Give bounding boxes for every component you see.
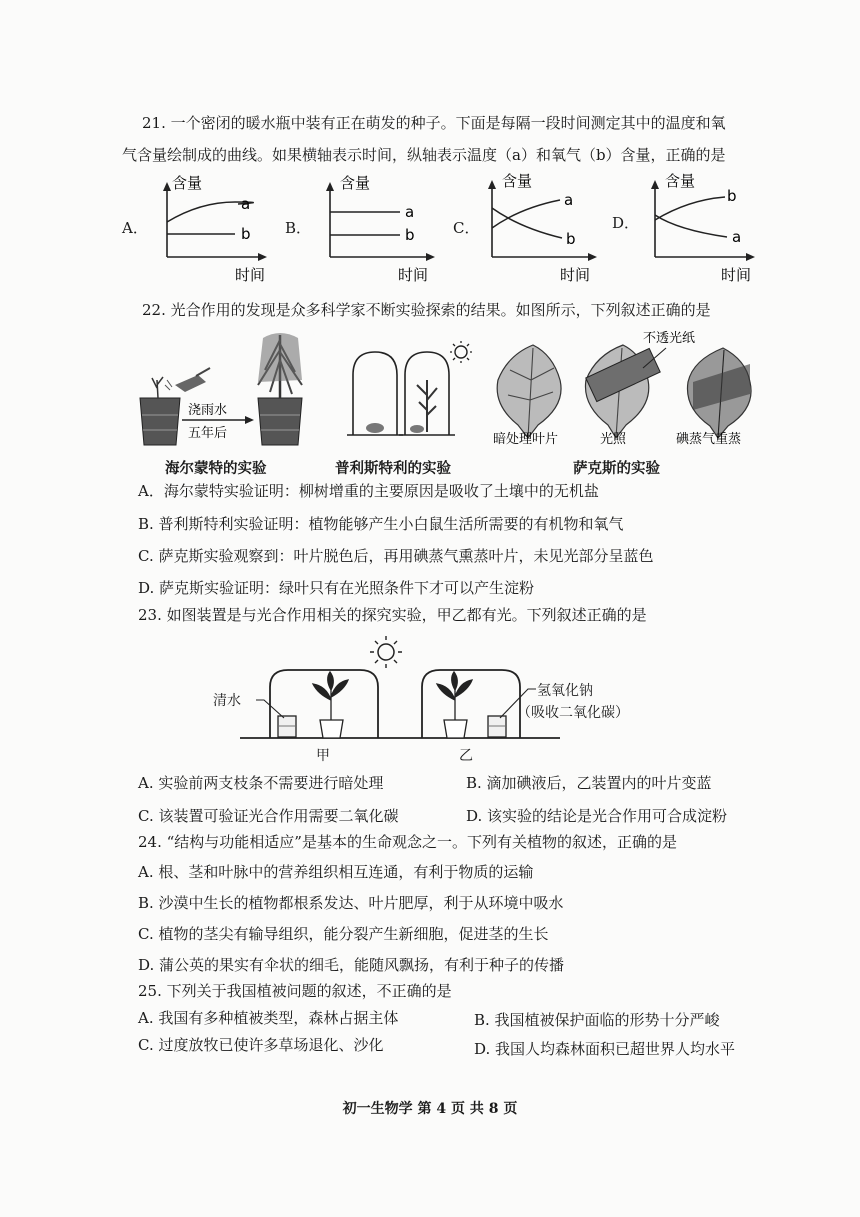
graph-c-xlabel: 时间 [560, 266, 591, 284]
q21-graph-a [150, 172, 275, 284]
q22-stem: 22. 光合作用的发现是众多科学家不断实验探索的结果。如图所示，下列叙述正确的是 [142, 301, 711, 319]
page-footer: 初一生物学 第 4 页 共 8 页 [342, 1101, 518, 1117]
priestley-experiment-figure [345, 340, 475, 440]
graph-a-series-a: a [241, 195, 251, 213]
q25-option-c: C. 过度放牧已使许多草场退化、沙化 [138, 1036, 384, 1054]
water-beaker-label: 清水 [213, 693, 241, 709]
graph-a-xlabel: 时间 [235, 266, 266, 284]
device-yi-label: 乙 [459, 748, 473, 764]
years-label: 五年后 [188, 426, 228, 441]
q23-stem: 23. 如图装置是与光合作用相关的探究实验，甲乙都有光。下列叙述正确的是 [138, 606, 647, 624]
graph-c-ylabel: 含量 [502, 172, 533, 190]
q21-stem-line1: 21. 一个密闭的暖水瓶中装有正在萌发的种子。下面是每隔一段时间测定其中的温度和氧 [142, 114, 726, 132]
graph-b-ylabel: 含量 [340, 174, 371, 192]
caption-helmont: 海尔蒙特的实验 [165, 461, 267, 477]
q21-option-b-label: B． [285, 219, 312, 237]
device-jia-label: 甲 [316, 748, 330, 764]
graph-b-series-a: a [405, 203, 415, 221]
q23-option-d: D. 该实验的结论是光合作用可合成淀粉 [466, 807, 728, 825]
q22-option-c: C. 萨克斯实验观察到：叶片脱色后，再用碘蒸气熏蒸叶片，未见光部分呈蓝色 [138, 547, 654, 565]
graph-b-xlabel: 时间 [398, 266, 429, 284]
graph-d-series-a: a [732, 228, 742, 246]
q24-option-a: A. 根、茎和叶脉中的营养组织相互连通，有利于物质的运输 [138, 863, 534, 881]
graph-d-ylabel: 含量 [665, 172, 696, 190]
q25-option-a: A. 我国有多种植被类型，森林占据主体 [138, 1009, 399, 1027]
q24-option-b: B. 沙漠中生长的植物都根系发达、叶片肥厚，利于从环境中吸水 [138, 894, 564, 912]
q23-option-a: A. 实验前两支枝条不需要进行暗处理 [138, 774, 384, 792]
caption-priestley: 普利斯特利的实验 [335, 461, 451, 477]
q23-option-c: C. 该装置可验证光合作用需要二氧化碳 [138, 807, 399, 825]
caption-sachs: 萨克斯的实验 [573, 461, 660, 477]
q24-stem: 24. “结构与功能相适应”是基本的生命观念之一。下列有关植物的叙述，正确的是 [138, 833, 677, 851]
q21-graph-b [318, 172, 443, 284]
q22-option-a: A．海尔蒙特实验证明：柳树增重的主要原因是吸收了土壤中的无机盐 [138, 482, 599, 500]
opaque-label: 不透光纸 [643, 331, 696, 346]
q25-option-d: D. 我国人均森林面积已超世界人均水平 [474, 1040, 736, 1058]
dark-label: 暗处理叶片 [493, 432, 559, 447]
q23-option-b: B. 滴加碘液后，乙装置内的叶片变蓝 [466, 774, 712, 792]
q22-option-d: D. 萨克斯实验证明：绿叶只有在光照条件下才可以产生淀粉 [138, 579, 535, 597]
q25-option-b: B. 我国植被保护面临的形势十分严峻 [474, 1011, 720, 1029]
sachs-experiment-figure [488, 320, 768, 450]
graph-a-series-b: b [241, 225, 251, 243]
sun-icon [370, 636, 402, 668]
q21-graph-d [643, 170, 768, 282]
q24-option-c: C. 植物的茎尖有输导组织，能分裂产生新细胞，促进茎的生长 [138, 925, 549, 943]
graph-c-series-b: b [566, 230, 576, 248]
graph-d-xlabel: 时间 [721, 266, 752, 284]
water-label: 浇雨水 [188, 403, 228, 418]
graph-c-series-a: a [564, 191, 574, 209]
q21-graph-c [480, 170, 605, 282]
naoh-label: 氢氧化钠 [537, 683, 593, 699]
q21-option-d-label: D． [612, 214, 640, 232]
q21-option-a-label: A． [122, 219, 148, 237]
q22-option-b: B. 普利斯特利实验证明：植物能够产生小白鼠生活所需要的有机物和氧气 [138, 515, 624, 533]
light-label: 光照 [600, 432, 627, 447]
graph-a-ylabel: 含量 [172, 174, 203, 192]
graph-b-series-b: b [405, 226, 415, 244]
helmont-experiment-figure [130, 330, 310, 450]
absorb-co2-label: （吸收二氧化碳） [517, 705, 629, 721]
q25-stem: 25. 下列关于我国植被问题的叙述，不正确的是 [138, 982, 452, 1000]
q21-stem-line2: 气含量绘制成的曲线。如果横轴表示时间，纵轴表示温度（a）和氧气（b）含量，正确的是 [122, 146, 726, 164]
graph-d-series-b: b [727, 187, 737, 205]
iodine-label: 碘蒸气重蒸 [676, 432, 742, 447]
q21-option-c-label: C． [453, 219, 480, 237]
q24-option-d: D. 蒲公英的果实有伞状的细毛，能随风飘扬，有利于种子的传播 [138, 956, 565, 974]
